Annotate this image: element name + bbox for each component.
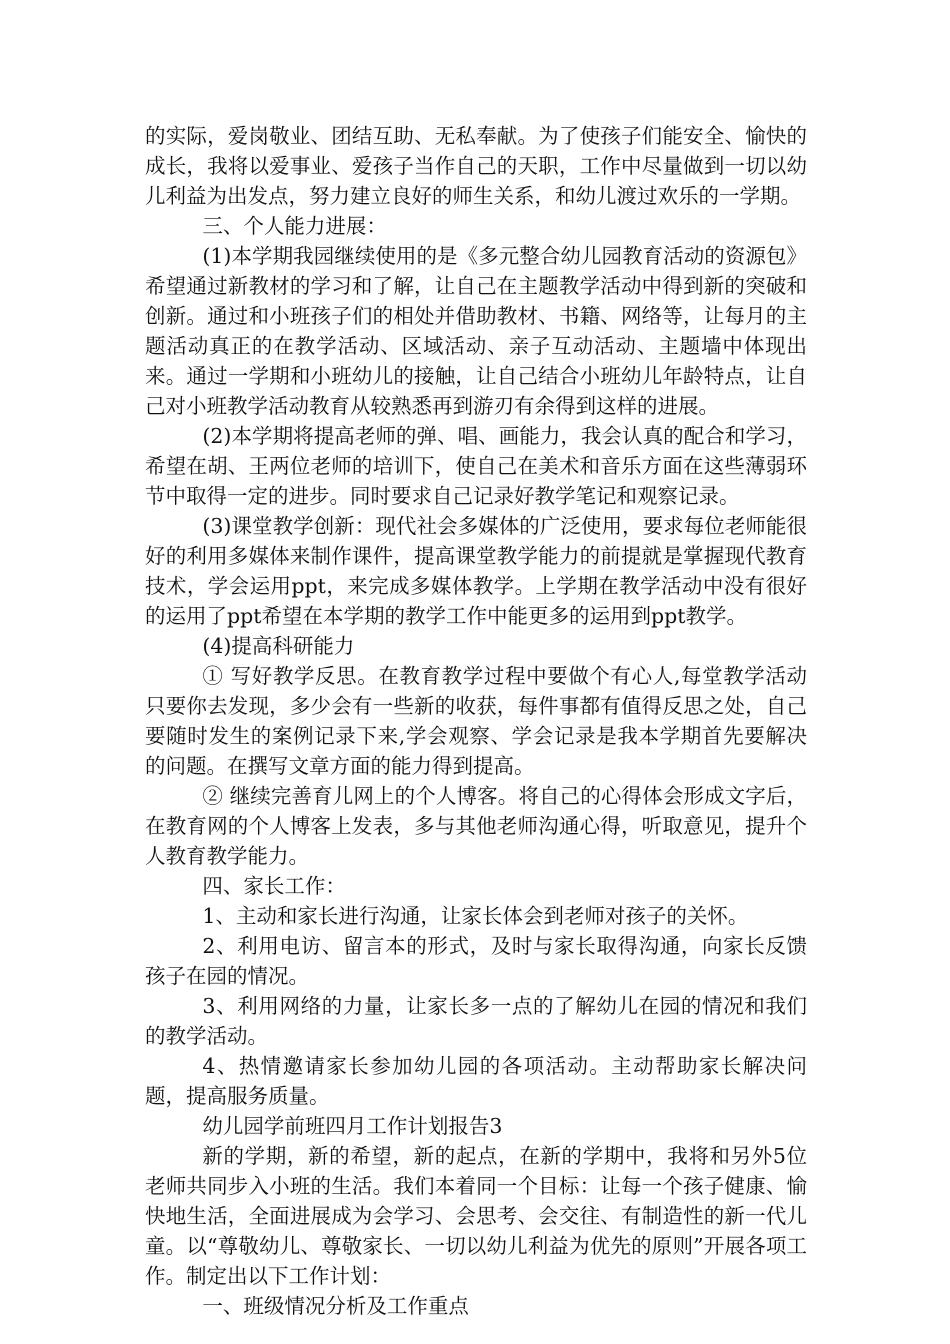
paragraph-parent-2: 2、利用电访、留言本的形式，及时与家长取得沟通，向家长反馈孩子在园的情况。: [145, 934, 807, 988]
section-heading-class: 一、班级情况分析及工作重点: [202, 1294, 469, 1318]
paragraph-item-2: (2)本学期将提高老师的弹、唱、画能力，我会认真的配合和学习，希望在胡、王两位老师的培训下，使自己在美术和音乐方面在这些薄弱环节中取得一定的进步。同时要求自己记录好教学笔记和观察记录。: [145, 424, 807, 508]
paragraph-item-3: (3)课堂教学创新：现代社会多媒体的广泛使用，要求每位老师能很好的利用多媒体来制作课件，提高课堂教学能力的前提就是掌握现代教育技术，学会运用ppt，来完成多媒体教学。上学期在教学活动中没有很好的运用了ppt希望在本学期的教学工作中能更多的运用到ppt教学。: [145, 514, 807, 628]
document-page: [145, 121, 807, 1321]
paragraph-intro: 新的学期，新的希望，新的起点，在新的学期中，我将和另外5位老师共同步入小班的生活。我们本着同一个目标：让每一个孩子健康、愉快地生活，全面进展成为会学习、会思考、会交往、有制造性的新一代儿童。以“尊敬幼儿、尊敬家长、一切以幼儿利益为优先的原则”开展各项工作。制定出以下工作计划：: [145, 1144, 807, 1288]
paragraph-parent-1: 1、主动和家长进行沟通，让家长体会到老师对孩子的关怀。: [202, 904, 749, 928]
paragraph-item-4: (4)提高科研能力: [202, 634, 355, 658]
paragraph-continuation: 的实际，爱岗敬业、团结互助、无私奉献。为了使孩子们能安全、愉快的成长，我将以爱事业、爱孩子当作自己的天职，工作中尽量做到一切以幼儿利益为出发点，努力建立良好的师生关系，和幼儿渡过欢乐的一学期。: [145, 124, 807, 208]
paragraph-parent-3: 3、利用网络的力量，让家长多一点的了解幼儿在园的情况和我们的教学活动。: [145, 994, 807, 1048]
section-heading-ability: 三、个人能力进展：: [202, 214, 387, 238]
section-heading-parents: 四、家长工作：: [202, 874, 346, 898]
paragraph-reflection: ① 写好教学反思。在教育教学过程中要做个有心人,每堂教学活动只要你去发现，多少会有一些新的收获，每件事都有值得反思之处，自己要随时发生的案例记录下来,学会观察、学会记录是我本学期首先要解决的问题。在撰写文章方面的能力得到提高。: [145, 664, 807, 778]
paragraph-parent-4: 4、热情邀请家长参加幼儿园的各项活动。主动帮助家长解决问题，提高服务质量。: [145, 1054, 807, 1108]
report-title: 幼儿园学前班四月工作计划报告3: [202, 1114, 503, 1138]
paragraph-item-1: (1)本学期我园继续使用的是《多元整合幼儿园教育活动的资源包》希望通过新教材的学习和了解，让自己在主题教学活动中得到新的突破和创新。通过和小班孩子们的相处并借助教材、书籍、网络等，让每月的主题活动真正的在教学活动、区域活动、亲子互动活动、主题墙中体现出来。通过一学期和小班幼儿的接触，让自己结合小班幼儿年龄特点，让自己对小班教学活动教育从较熟悉再到游刃有余得到这样的进展。: [145, 244, 807, 418]
paragraph-blog: ② 继续完善育儿网上的个人博客。将自己的心得体会形成文字后，在教育网的个人博客上发表，多与其他老师沟通心得，听取意见，提升个人教育教学能力。: [145, 784, 807, 868]
